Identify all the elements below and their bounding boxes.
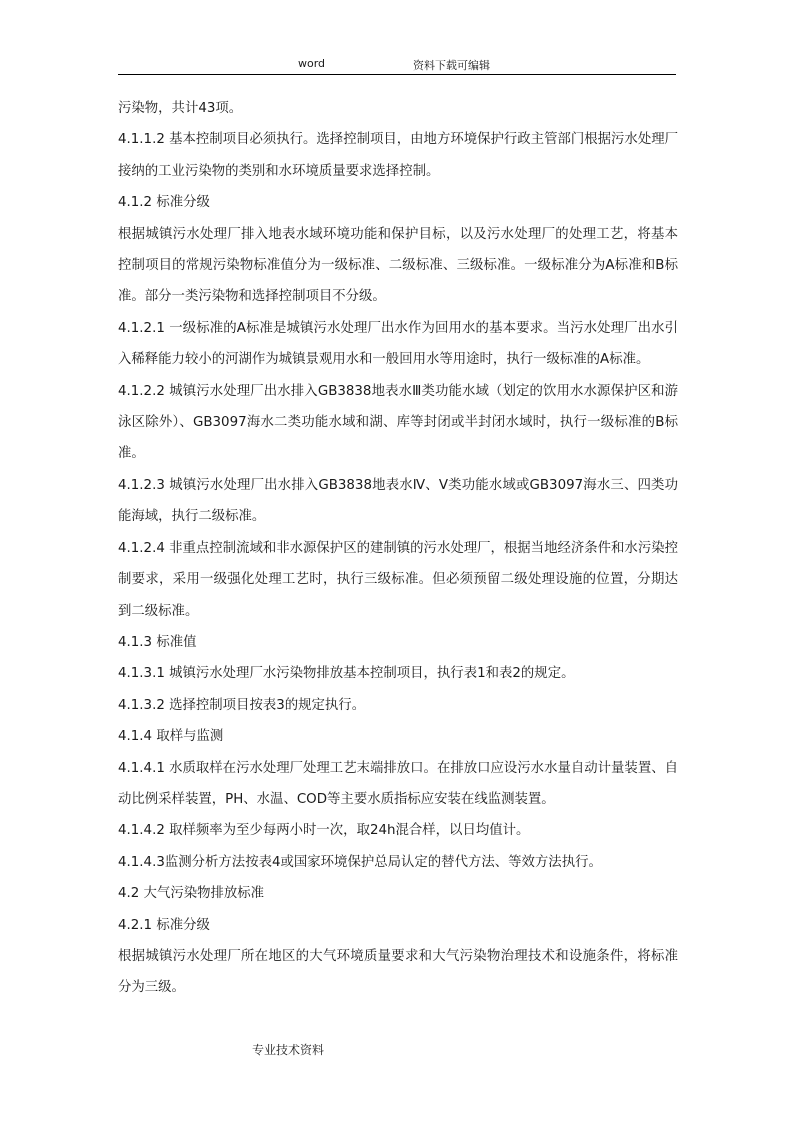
section-heading: 4.2.1 标准分级 bbox=[118, 917, 210, 933]
paragraph: 4.1.2.3 城镇污水处理厂出水排入GB3838地表水Ⅳ、Ⅴ类功能水域或GB3097海水三、四类功能海域，执行二级标准。 bbox=[118, 477, 678, 525]
header-left-text: word bbox=[298, 57, 326, 70]
section-heading: 4.1.4 取样与监测 bbox=[118, 729, 224, 745]
section-heading: 4.1.2 标准分级 bbox=[118, 195, 210, 211]
document-body bbox=[118, 93, 678, 1004]
paragraph: 污染物，共计43项。 bbox=[118, 101, 243, 116]
paragraph: 4.1.4.1 水质取样在污水处理厂处理工艺末端排放口。在排放口应设污水水量自动计量装置、自动比例采样装置，PH、水温、COD等主要水质指标应安装在线监测装置。 bbox=[118, 760, 678, 807]
section-heading: 4.1.3 标准值 bbox=[118, 634, 197, 650]
paragraph: 4.1.1.2 基本控制项目必须执行。选择控制项目，由地方环境保护行政主管部门根据污水处理厂接纳的工业污染物的类别和水环境质量要求选择控制。 bbox=[118, 132, 678, 179]
paragraph: 4.1.2.2 城镇污水处理厂出水排入GB3838地表水Ⅲ类功能水域（划定的饮用水水源保护区和游泳区除外）、GB3097海水二类功能水域和湖、库等封闭或半封闭水域时，执行一级标准的B标准。 bbox=[118, 383, 678, 462]
paragraph: 4.1.2.4 非重点控制流域和非水源保护区的建制镇的污水处理厂，根据当地经济条件和水污染控制要求，采用一级强化处理工艺时，执行三级标准。但必须预留二级处理设施的位置，分期达到二级标准。 bbox=[118, 540, 678, 619]
paragraph: 4.1.3.1 城镇污水处理厂水污染物排放基本控制项目，执行表1和表2的规定。 bbox=[118, 666, 575, 682]
page-header bbox=[118, 55, 676, 75]
paragraph: 4.1.3.2 选择控制项目按表3的规定执行。 bbox=[118, 697, 366, 713]
page-footer: 专业技术资料 bbox=[252, 1043, 325, 1057]
section-heading: 4.2 大气污染物排放标准 bbox=[118, 886, 265, 902]
paragraph: 4.1.4.3监测分析方法按表4或国家环境保护总局认定的替代方法、等效方法执行。 bbox=[118, 854, 602, 870]
paragraph: 根据城镇污水处理厂排入地表水域环境功能和保护目标，以及污水处理厂的处理工艺，将基本控制项目的常规污染物标准值分为一级标准、二级标准、三级标准。一级标准分为A标准和B标准。部分一类污染物和选择控制项目不分级。 bbox=[118, 226, 678, 305]
header-right-text: 资料下载可编辑 bbox=[413, 59, 490, 72]
paragraph: 根据城镇污水处理厂所在地区的大气环境质量要求和大气污染物治理技术和设施条件，将标准分为三级。 bbox=[118, 948, 678, 996]
paragraph: 4.1.2.1 一级标准的A标准是城镇污水处理厂出水作为回用水的基本要求。当污水处理厂出水引入稀释能力较小的河湖作为城镇景观用水和一般回用水等用途时，执行一级标准的A标准。 bbox=[118, 320, 678, 368]
paragraph: 4.1.4.2 取样频率为至少每两小时一次，取24h混合样，以日均值计。 bbox=[118, 823, 530, 839]
